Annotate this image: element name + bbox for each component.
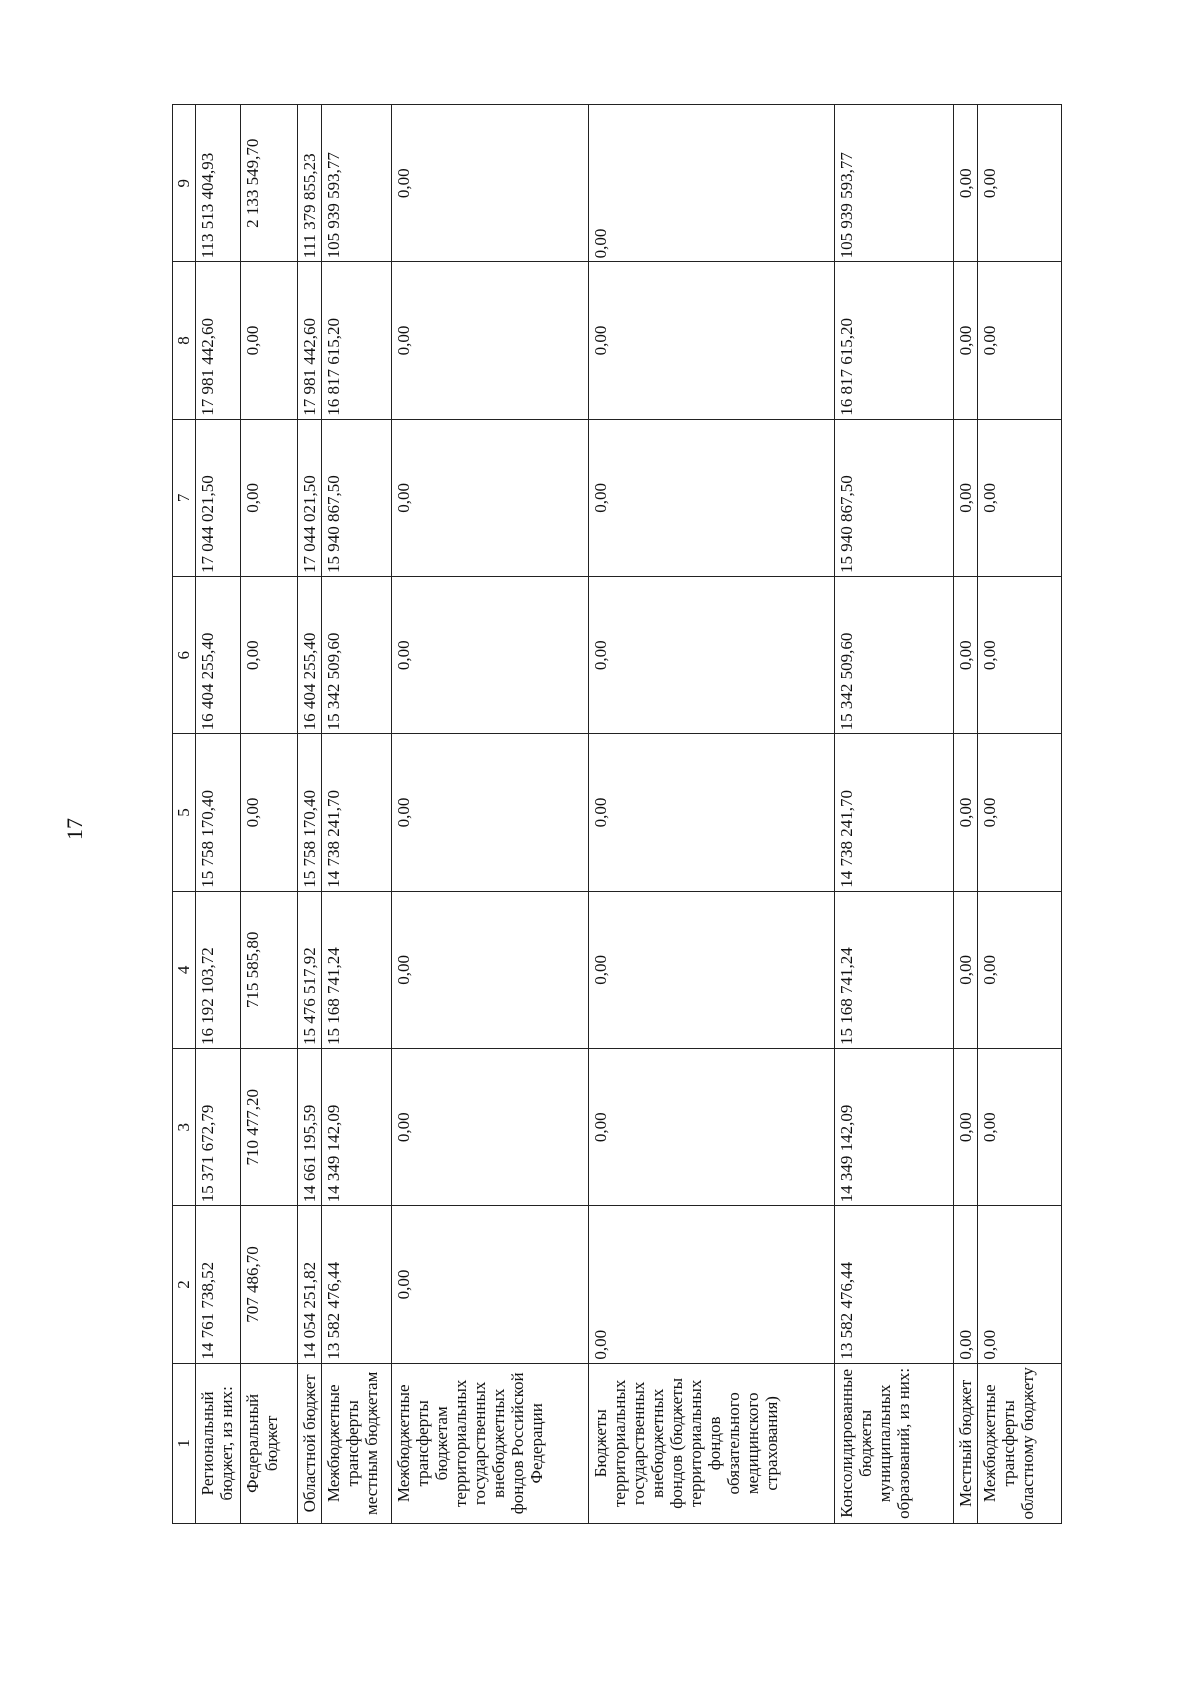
column-header: 9 <box>173 105 196 262</box>
table-cell: 17 044 021,50 <box>196 419 241 576</box>
table-cell: 15 342 509,60 <box>322 577 392 734</box>
table-cell: 16 817 615,20 <box>322 262 392 419</box>
table-cell: 15 940 867,50 <box>322 419 392 576</box>
table-cell: 15 342 509,60 <box>835 577 954 734</box>
table-row <box>835 105 954 1524</box>
row-label: Межбюджетные трансферты местным бюджетам <box>322 1363 392 1523</box>
column-header: 1 <box>173 1363 196 1523</box>
table-cell: 0,00 <box>392 262 589 419</box>
table-cell: 0,00 <box>954 1049 978 1206</box>
table-cell: 15 168 741,24 <box>322 891 392 1048</box>
table-cell: 0,00 <box>954 262 978 419</box>
table-cell: 0,00 <box>978 419 1062 576</box>
table-cell: 14 738 241,70 <box>835 734 954 891</box>
row-label: Консолидированные бюджеты муниципальных образований, из них: <box>835 1363 954 1523</box>
table-cell: 0,00 <box>392 1206 589 1363</box>
table-cell: 16 192 103,72 <box>196 891 241 1048</box>
row-label: Региональный бюджет, из них: <box>196 1363 241 1523</box>
table-cell: 715 585,80 <box>241 891 298 1048</box>
table-cell: 0,00 <box>589 262 835 419</box>
table-cell: 0,00 <box>589 1049 835 1206</box>
table-cell: 0,00 <box>589 577 835 734</box>
table-cell: 2 133 549,70 <box>241 105 298 262</box>
table-cell: 105 939 593,77 <box>322 105 392 262</box>
table-cell: 17 981 442,60 <box>298 262 322 419</box>
table-row <box>392 105 589 1524</box>
table-cell: 0,00 <box>954 734 978 891</box>
row-label: Областной бюджет <box>298 1363 322 1523</box>
table-cell: 0,00 <box>954 891 978 1048</box>
table-cell: 14 349 142,09 <box>322 1049 392 1206</box>
table-cell: 14 349 142,09 <box>835 1049 954 1206</box>
table-cell: 0,00 <box>589 891 835 1048</box>
table-cell: 17 044 021,50 <box>298 419 322 576</box>
table-cell: 0,00 <box>954 1206 978 1363</box>
table-cell: 0,00 <box>392 419 589 576</box>
table-cell: 0,00 <box>978 734 1062 891</box>
row-label: Местный бюджет <box>954 1363 978 1523</box>
table-cell: 0,00 <box>589 1206 835 1363</box>
budget-table <box>172 104 1062 1524</box>
table-cell: 0,00 <box>392 1049 589 1206</box>
table-cell: 111 379 855,23 <box>298 105 322 262</box>
column-header: 4 <box>173 891 196 1048</box>
table-cell: 0,00 <box>392 734 589 891</box>
table-cell: 16 404 255,40 <box>196 577 241 734</box>
table-cell: 710 477,20 <box>241 1049 298 1206</box>
budget-table-container <box>172 104 1157 1524</box>
table-cell: 15 940 867,50 <box>835 419 954 576</box>
column-header: 3 <box>173 1049 196 1206</box>
table-cell: 0,00 <box>978 105 1062 262</box>
table-header-row <box>173 105 196 1524</box>
row-label: Бюджеты территориальных государственных внебюджетных фондов (бюджеты территориальных фондов обязательного медицинского страхования) <box>589 1363 835 1523</box>
table-cell: 15 758 170,40 <box>196 734 241 891</box>
table-cell: 0,00 <box>978 262 1062 419</box>
table-row <box>298 105 322 1524</box>
table-cell: 0,00 <box>241 577 298 734</box>
column-header: 5 <box>173 734 196 891</box>
page-number: 17 <box>62 818 87 840</box>
table-row <box>241 105 298 1524</box>
table-cell: 0,00 <box>978 1049 1062 1206</box>
table-cell: 15 476 517,92 <box>298 891 322 1048</box>
table-cell: 14 761 738,52 <box>196 1206 241 1363</box>
table-cell: 15 168 741,24 <box>835 891 954 1048</box>
table-cell: 0,00 <box>978 1206 1062 1363</box>
table-cell: 0,00 <box>392 577 589 734</box>
table-cell: 707 486,70 <box>241 1206 298 1363</box>
table-cell: 0,00 <box>954 419 978 576</box>
table-cell: 0,00 <box>392 105 589 262</box>
table-cell: 0,00 <box>241 734 298 891</box>
table-cell: 0,00 <box>241 419 298 576</box>
table-row <box>978 105 1062 1524</box>
column-header: 6 <box>173 577 196 734</box>
table-cell: 15 758 170,40 <box>298 734 322 891</box>
table-cell: 113 513 404,93 <box>196 105 241 262</box>
row-label: Межбюджетные трансферты областному бюджету <box>978 1363 1062 1523</box>
table-cell: 16 817 615,20 <box>835 262 954 419</box>
table-cell: 14 661 195,59 <box>298 1049 322 1206</box>
table-cell: 0,00 <box>954 577 978 734</box>
table-row <box>954 105 978 1524</box>
table-cell: 0,00 <box>954 105 978 262</box>
table-cell: 17 981 442,60 <box>196 262 241 419</box>
table-cell: 16 404 255,40 <box>298 577 322 734</box>
table-cell: 0,00 <box>589 419 835 576</box>
row-label: Межбюджетные трансферты бюджетам территориальных государственных внебюджетных фондов Российской Федерации <box>392 1363 589 1523</box>
table-cell: 13 582 476,44 <box>835 1206 954 1363</box>
table-row <box>322 105 392 1524</box>
table-cell: 14 054 251,82 <box>298 1206 322 1363</box>
row-label: Федеральный бюджет <box>241 1363 298 1523</box>
table-cell: 0,00 <box>241 262 298 419</box>
column-header: 7 <box>173 419 196 576</box>
table-cell: 14 738 241,70 <box>322 734 392 891</box>
table-cell: 0,00 <box>978 891 1062 1048</box>
column-header: 2 <box>173 1206 196 1363</box>
column-header: 8 <box>173 262 196 419</box>
table-cell: 0,00 <box>978 577 1062 734</box>
table-cell: 0,00 <box>392 891 589 1048</box>
table-cell: 105 939 593,77 <box>835 105 954 262</box>
table-row <box>196 105 241 1524</box>
table-cell: 13 582 476,44 <box>322 1206 392 1363</box>
table-cell: 0,00 <box>589 105 835 262</box>
table-cell: 0,00 <box>589 734 835 891</box>
table-cell: 15 371 672,79 <box>196 1049 241 1206</box>
table-row <box>589 105 835 1524</box>
